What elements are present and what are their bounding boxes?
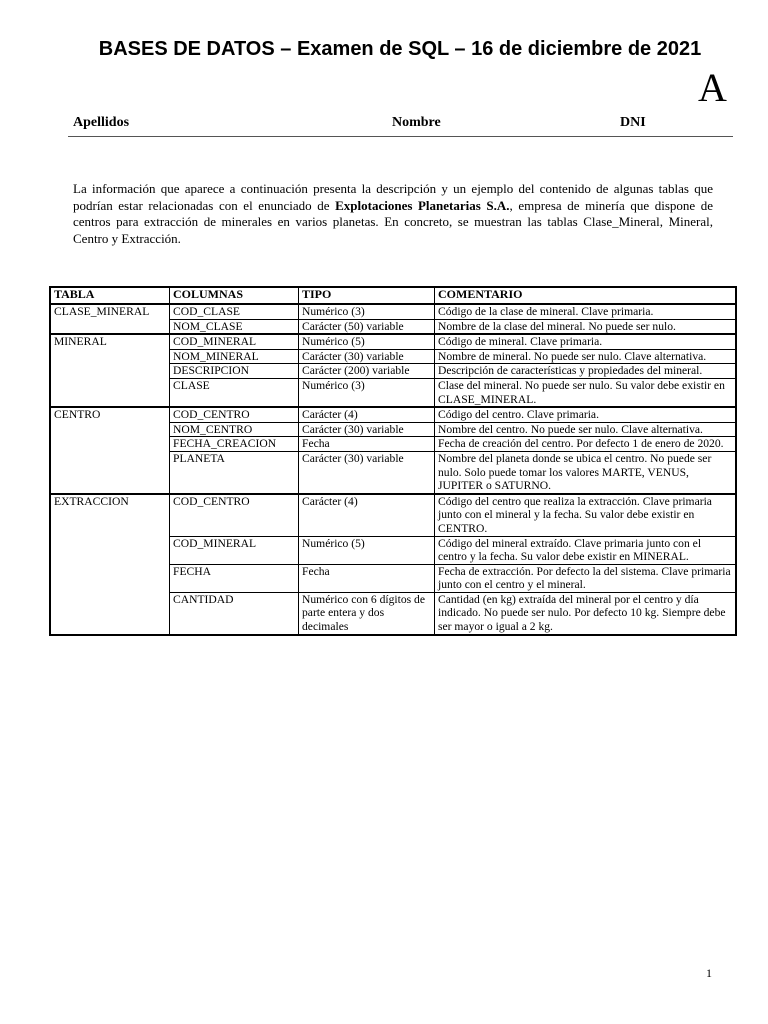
comment-cell: Fecha de creación del centro. Por defecto 1 de enero de 2020. (435, 437, 737, 452)
type-cell: Numérico (5) (299, 536, 435, 564)
column-name-cell: FECHA (170, 564, 299, 592)
schema-table (49, 286, 737, 636)
intro-text-after: , empresa de minería que dispone de centros para extracción de minerales en varios planetas. En concreto, se muestran las tablas Clase_Mineral, Mineral, Centro y Extracción. (73, 197, 714, 246)
type-cell: Fecha (299, 437, 435, 452)
comment-cell: Descripción de características y propiedades del mineral. (435, 364, 737, 379)
column-name-cell: NOM_CLASE (170, 319, 299, 334)
dni-label: DNI (620, 115, 646, 130)
surname-label: Apellidos (73, 115, 130, 130)
table-row (50, 334, 736, 349)
comment-cell: Cantidad (en kg) extraída del mineral por el centro y día indicado. No puede ser nulo. Por defecto 10 kg. Siempre debe ser mayor o igual a 2 kg. (435, 592, 737, 634)
comment-cell: Código de la clase de mineral. Clave primaria. (435, 304, 737, 319)
type-cell: Carácter (4) (299, 494, 435, 536)
type-cell: Carácter (30) variable (299, 451, 435, 493)
column-name-cell: CANTIDAD (170, 592, 299, 634)
type-cell: Numérico con 6 dígitos de parte entera y dos decimales (299, 592, 435, 634)
type-cell: Carácter (200) variable (299, 364, 435, 379)
column-name-cell: COD_MINERAL (170, 334, 299, 349)
table-row (50, 494, 736, 536)
type-cell: Carácter (30) variable (299, 349, 435, 364)
column-name-cell: COD_CENTRO (170, 407, 299, 422)
intro-text-before: La información que aparece a continuación presenta la descripción y un ejemplo del contenido de algunas tablas que podrían estar relacionadas con el enunciado de (73, 181, 713, 213)
page-title: BASES DE DATOS – Examen de SQL – 16 de diciembre de 2021 (98, 38, 702, 60)
comment-cell: Nombre del planeta donde se ubica el centro. No puede ser nulo. Solo puede tomar los valores MARTE, VENUS, JUPITER o SATURNO. (435, 451, 737, 493)
exam-version-letter: A (698, 65, 727, 110)
column-name-cell: DESCRIPCION (170, 364, 299, 379)
column-name-cell: COD_CLASE (170, 304, 299, 319)
comment-cell: Nombre del centro. No puede ser nulo. Clave alternativa. (435, 422, 737, 437)
column-name-cell: FECHA_CREACION (170, 437, 299, 452)
column-name-cell: PLANETA (170, 451, 299, 493)
comment-cell: Nombre de la clase del mineral. No puede ser nulo. (435, 319, 737, 334)
table-row (50, 407, 736, 422)
table-name-cell: CLASE_MINERAL (50, 304, 170, 334)
table-name-cell: EXTRACCION (50, 494, 170, 635)
name-label: Nombre (392, 115, 441, 130)
table-row (50, 304, 736, 319)
column-name-cell: CLASE (170, 378, 299, 407)
type-cell: Carácter (50) variable (299, 319, 435, 334)
type-cell: Numérico (3) (299, 304, 435, 319)
comment-cell: Clase del mineral. No puede ser nulo. Su valor debe existir en CLASE_MINERAL. (435, 378, 737, 407)
column-name-cell: NOM_CENTRO (170, 422, 299, 437)
column-name-cell: COD_CENTRO (170, 494, 299, 536)
comment-cell: Código del mineral extraído. Clave primaria junto con el centro y la fecha. Su valor debe existir en MINERAL. (435, 536, 737, 564)
column-name-cell: NOM_MINERAL (170, 349, 299, 364)
header-tipo: TIPO (299, 287, 435, 304)
page-number: 1 (706, 966, 712, 980)
header-tabla: TABLA (50, 287, 170, 304)
comment-cell: Fecha de extracción. Por defecto la del sistema. Clave primaria junto con el centro y el mineral. (435, 564, 737, 592)
type-cell: Carácter (4) (299, 407, 435, 422)
table-name-cell: CENTRO (50, 407, 170, 494)
type-cell: Carácter (30) variable (299, 422, 435, 437)
comment-cell: Código de mineral. Clave primaria. (435, 334, 737, 349)
comment-cell: Código del centro. Clave primaria. (435, 407, 737, 422)
type-cell: Fecha (299, 564, 435, 592)
table-header-row (50, 287, 736, 304)
comment-cell: Nombre de mineral. No puede ser nulo. Clave alternativa. (435, 349, 737, 364)
type-cell: Numérico (5) (299, 334, 435, 349)
table-name-cell: MINERAL (50, 334, 170, 407)
comment-cell: Código del centro que realiza la extracción. Clave primaria junto con el mineral y la fecha. Su valor debe existir en CENTRO. (435, 494, 737, 536)
header-divider (68, 136, 733, 137)
header-comentario: COMENTARIO (435, 287, 737, 304)
header-columnas: COLUMNAS (170, 287, 299, 304)
intro-paragraph (73, 181, 713, 247)
type-cell: Numérico (3) (299, 378, 435, 407)
column-name-cell: COD_MINERAL (170, 536, 299, 564)
company-name: Explotaciones Planetarias S.A. (335, 197, 510, 213)
